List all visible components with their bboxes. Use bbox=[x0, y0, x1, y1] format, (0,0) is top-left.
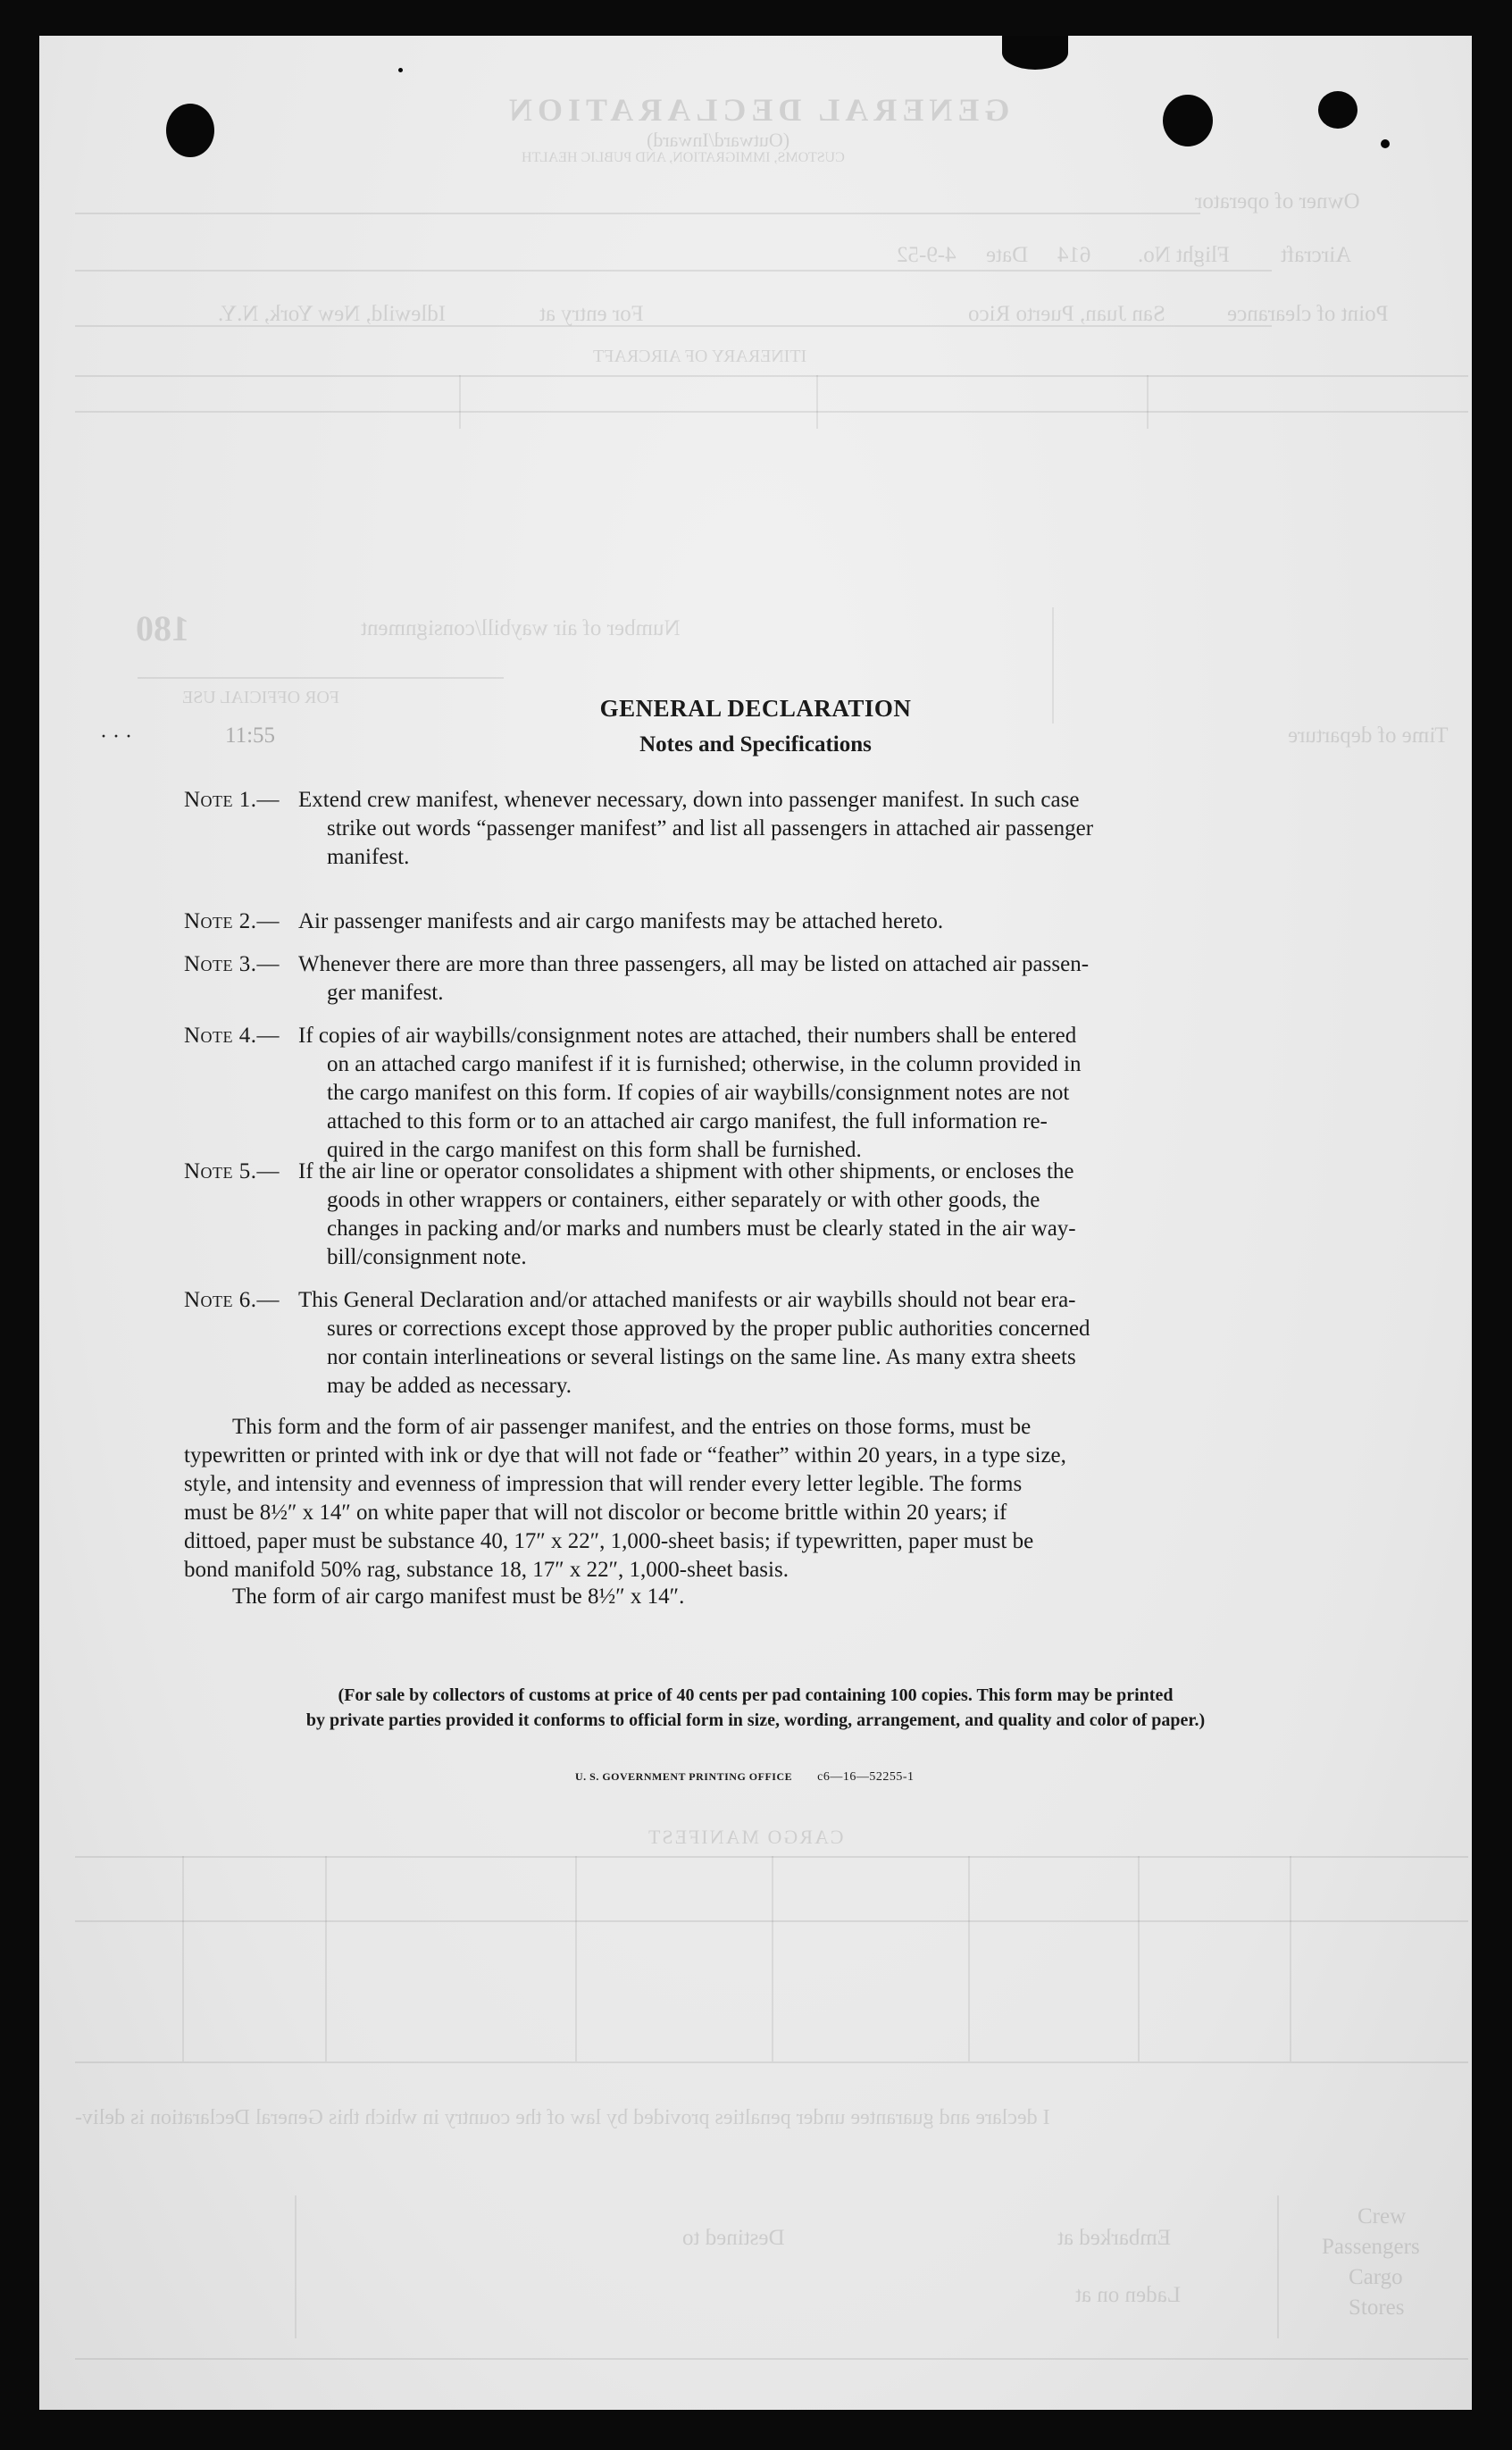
note-text: on an attached cargo manifest if it is furnished; otherwise, in the column provided in bbox=[327, 1052, 1082, 1076]
bleed-clearance-val: San Juan, Puerto Rico bbox=[968, 302, 1165, 326]
bleed-entry-val: Idlewild, New York, N.Y. bbox=[218, 302, 447, 326]
note-text: bill/consignment note. bbox=[327, 1245, 527, 1269]
note-label: Note 5.— bbox=[184, 1159, 280, 1183]
sale-notice-line: (For sale by collectors of customs at price of 40 cents per pad containing 100 copies. This form may be printed bbox=[338, 1685, 1174, 1705]
note-text: manifest. bbox=[327, 845, 410, 869]
bleed-cargo-manifest: CARGO MANIFEST bbox=[647, 1826, 844, 1848]
note-text: changes in packing and/or marks and numbers must be clearly stated in the air way- bbox=[327, 1217, 1076, 1241]
bleed-clearance: Point of clearance bbox=[1227, 302, 1389, 326]
note-text: If the air line or operator consolidates a shipment with other shipments, or encloses the bbox=[298, 1159, 1074, 1183]
note-label: Note 4.— bbox=[184, 1024, 280, 1048]
note-text: may be added as necessary. bbox=[327, 1374, 572, 1398]
spec-line: This form and the form of air passenger manifest, and the entries on those forms, must be bbox=[232, 1415, 1032, 1439]
bleed-agency: CUSTOMS, IMMIGRATION, AND PUBLIC HEALTH bbox=[522, 150, 845, 165]
note-6 bbox=[184, 1286, 1336, 1401]
printing-office: U. S. GOVERNMENT PRINTING OFFICE bbox=[575, 1770, 793, 1783]
bleed-aircraft: Aircraft bbox=[1281, 243, 1352, 267]
specification-paragraph bbox=[184, 1413, 1336, 1585]
note-text: strike out words “passenger manifest” and list all passengers in attached air passenger bbox=[327, 816, 1094, 840]
spec-line: typewritten or printed with ink or dye that will not fade or “feather” within 20 years, in a type size, bbox=[184, 1443, 1066, 1467]
bleed-passengers: Passengers bbox=[1322, 2235, 1420, 2259]
printing-code: c6—16—52255-1 bbox=[817, 1770, 915, 1784]
bleed-for-entry: For entry at bbox=[539, 302, 644, 326]
note-text: quired in the cargo manifest on this form shall be furnished. bbox=[327, 1138, 862, 1162]
bleed-owner: Owner of operator bbox=[1195, 189, 1360, 213]
note-label: Note 6.— bbox=[184, 1288, 280, 1312]
bleed-flight-val: 614 bbox=[1057, 243, 1091, 267]
bleed-itinerary: ITINERARY OF AIRCRAFT bbox=[593, 347, 807, 366]
form-subtitle: Notes and Specifications bbox=[639, 732, 872, 757]
printing-office-imprint bbox=[575, 1770, 915, 1785]
bleed-departure: Time of departure bbox=[1288, 723, 1449, 748]
note-label: Note 3.— bbox=[184, 952, 280, 976]
sale-notice-line: by private parties provided it conforms to official form in size, wording, arrangement, and quality and color of paper.) bbox=[305, 1710, 1206, 1730]
spec-line: must be 8½″ x 14″ on white paper that will not discolor or become brittle within 20 years; if bbox=[184, 1501, 1007, 1525]
note-label: Note 2.— bbox=[184, 909, 280, 933]
note-text: If copies of air waybills/consignment notes are attached, their numbers shall be entered bbox=[298, 1024, 1077, 1048]
note-text: sures or corrections except those approved by the proper public authorities concerned bbox=[327, 1317, 1090, 1341]
bleed-cargo: Cargo bbox=[1349, 2265, 1403, 2289]
note-text: attached to this form or to an attached air cargo manifest, the full information re- bbox=[327, 1109, 1048, 1133]
note-1 bbox=[184, 786, 1336, 872]
bleed-embarked: Embarked at bbox=[1057, 2226, 1172, 2250]
note-5 bbox=[184, 1158, 1336, 1272]
note-text: nor contain interlineations or several listings on the same line. As many extra sheets bbox=[327, 1345, 1076, 1369]
sale-notice bbox=[39, 1683, 1472, 1733]
spec-line: bond manifold 50% rag, substance 18, 17″ x 22″, 1,000-sheet basis. bbox=[184, 1558, 789, 1582]
margin-dots: · · · bbox=[100, 725, 132, 748]
bleed-stores: Stores bbox=[1349, 2295, 1405, 2320]
note-text: This General Declaration and/or attached manifests or air waybills should not bear era- bbox=[298, 1288, 1076, 1312]
note-text: Air passenger manifests and air cargo manifests may be attached hereto. bbox=[298, 909, 944, 933]
notes-and-specifications bbox=[39, 36, 1472, 2410]
bleed-destined: Destined to bbox=[682, 2226, 785, 2250]
document-sheet bbox=[39, 36, 1472, 2410]
bleed-laden: Laden on at bbox=[1075, 2283, 1182, 2307]
note-text: goods in other wrappers or containers, either separately or with other goods, the bbox=[327, 1188, 1040, 1212]
spec-line: style, and intensity and evenness of impression that will render every letter legible. The forms bbox=[184, 1472, 1023, 1496]
bleed-heading: GENERAL DECLARATION bbox=[504, 92, 1010, 128]
bleed-waybill: Number of air waybill/consignment bbox=[361, 616, 681, 640]
note-4 bbox=[184, 1022, 1336, 1165]
note-label: Note 1.— bbox=[184, 788, 280, 812]
note-text: Whenever there are more than three passengers, all may be listed on attached air passen- bbox=[298, 952, 1090, 976]
form-title: GENERAL DECLARATION bbox=[599, 695, 912, 722]
bleed-departure-val: 11:55 bbox=[225, 723, 276, 748]
bleed-official: FOR OFFICIAL USE bbox=[182, 688, 339, 707]
note-text: the cargo manifest on this form. If copies of air waybills/consignment notes are not bbox=[327, 1081, 1070, 1105]
note-2 bbox=[184, 907, 1336, 936]
note-text: ger manifest. bbox=[327, 981, 444, 1005]
spec-line: dittoed, paper must be substance 40, 17″ x 22″, 1,000-sheet basis; if typewritten, paper must be bbox=[184, 1529, 1034, 1553]
note-text: Extend crew manifest, whenever necessary, down into passenger manifest. In such case bbox=[298, 788, 1080, 812]
cargo-manifest-size: The form of air cargo manifest must be 8½″ x 14″. bbox=[232, 1585, 685, 1609]
bleed-sub: (Outward/Inward) bbox=[647, 129, 790, 151]
bleed-flight: Flight No. bbox=[1138, 243, 1230, 267]
bleed-crew: Crew bbox=[1357, 2204, 1407, 2228]
note-3 bbox=[184, 950, 1336, 1008]
bleed-declare: I declare and guarantee under penalties provided by law of the country in which this General Declaration is deliv- bbox=[75, 2106, 1050, 2129]
bleed-date-label: Date bbox=[986, 243, 1029, 267]
bleed-date: 4-9-52 bbox=[897, 243, 956, 267]
bleed-number: 180 bbox=[136, 608, 189, 648]
